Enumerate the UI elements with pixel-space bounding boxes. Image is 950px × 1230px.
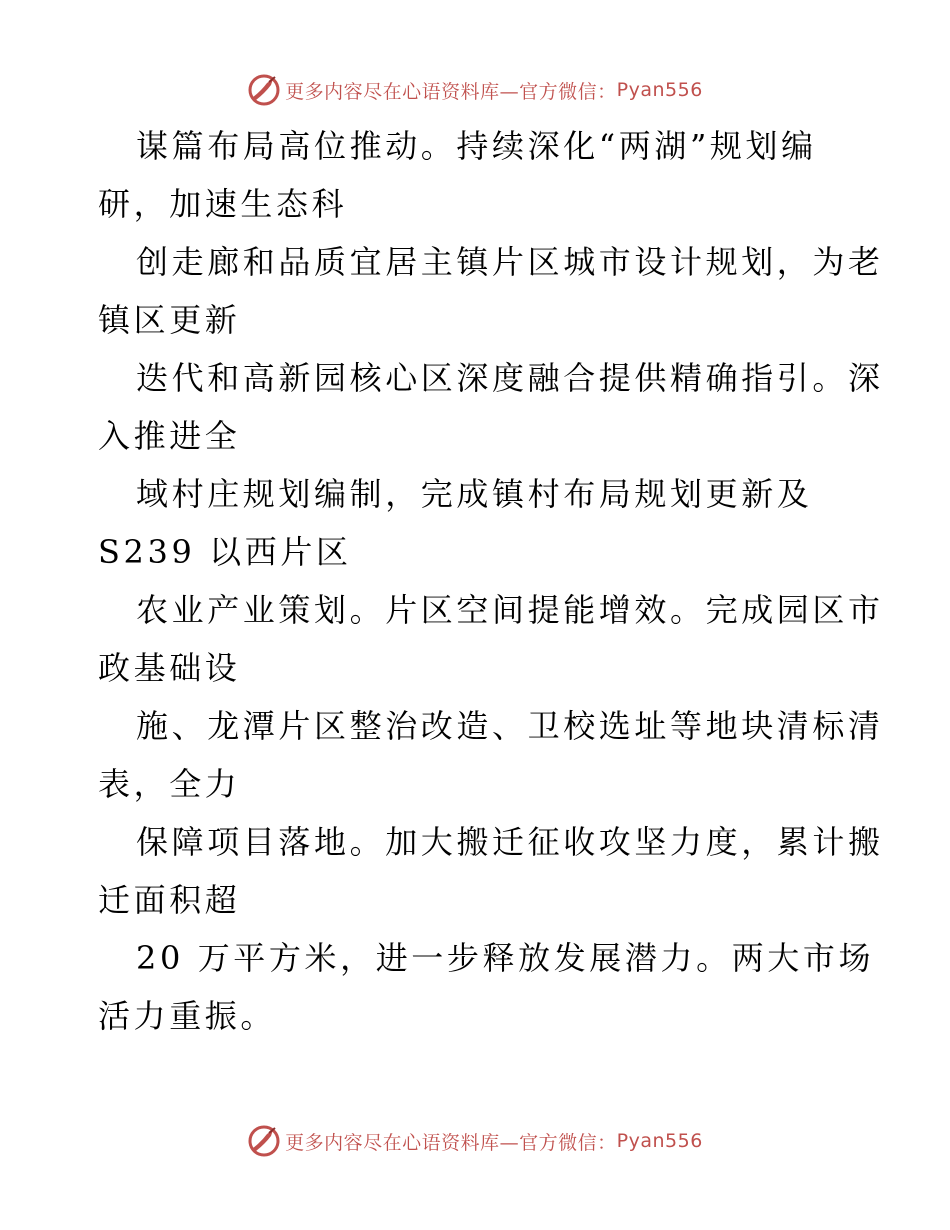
text-line: 政基础设	[98, 649, 241, 687]
text-line: 入推进全	[98, 417, 241, 455]
text-line: 活力重振。	[98, 997, 277, 1035]
text-line: 镇区更新	[98, 301, 241, 339]
document-body	[98, 117, 884, 1045]
text-line: 迁面积超	[98, 881, 241, 919]
header-watermark	[0, 70, 950, 110]
text-line: 农业产业策划。片区空间提能增效。完成园区市	[136, 591, 884, 629]
text-line: 施、龙潭片区整治改造、卫校选址等地块清标清	[136, 707, 884, 745]
text-line: 保障项目落地。加大搬迁征收攻坚力度，累计搬	[136, 823, 884, 861]
text-line: 表，全力	[98, 765, 241, 803]
watermark-wechat-id: Pyan556	[616, 1130, 703, 1152]
text-line: 20 万平方米，进一步释放发展潜力。两大市场	[136, 939, 875, 977]
text-line: S239 以西片区	[98, 533, 352, 571]
text-line: 谋篇布局高位推动。持续深化“两湖”规划编	[136, 127, 817, 165]
text-line: 域村庄规划编制，完成镇村布局规划更新及	[136, 475, 813, 513]
pen-logo-icon	[247, 1124, 281, 1158]
text-line: 创走廊和品质宜居主镇片区城市设计规划，为老	[136, 243, 884, 281]
pen-logo-icon	[247, 73, 281, 107]
text-line: 研，加速生态科	[98, 185, 348, 223]
footer-watermark	[0, 1121, 950, 1161]
text-line: 迭代和高新园核心区深度融合提供精确指引。深	[136, 359, 884, 397]
watermark-text: 更多内容尽在心语资料库—官方微信：	[285, 1131, 617, 1154]
watermark-text: 更多内容尽在心语资料库—官方微信：	[285, 80, 617, 103]
watermark-wechat-id: Pyan556	[616, 79, 703, 101]
